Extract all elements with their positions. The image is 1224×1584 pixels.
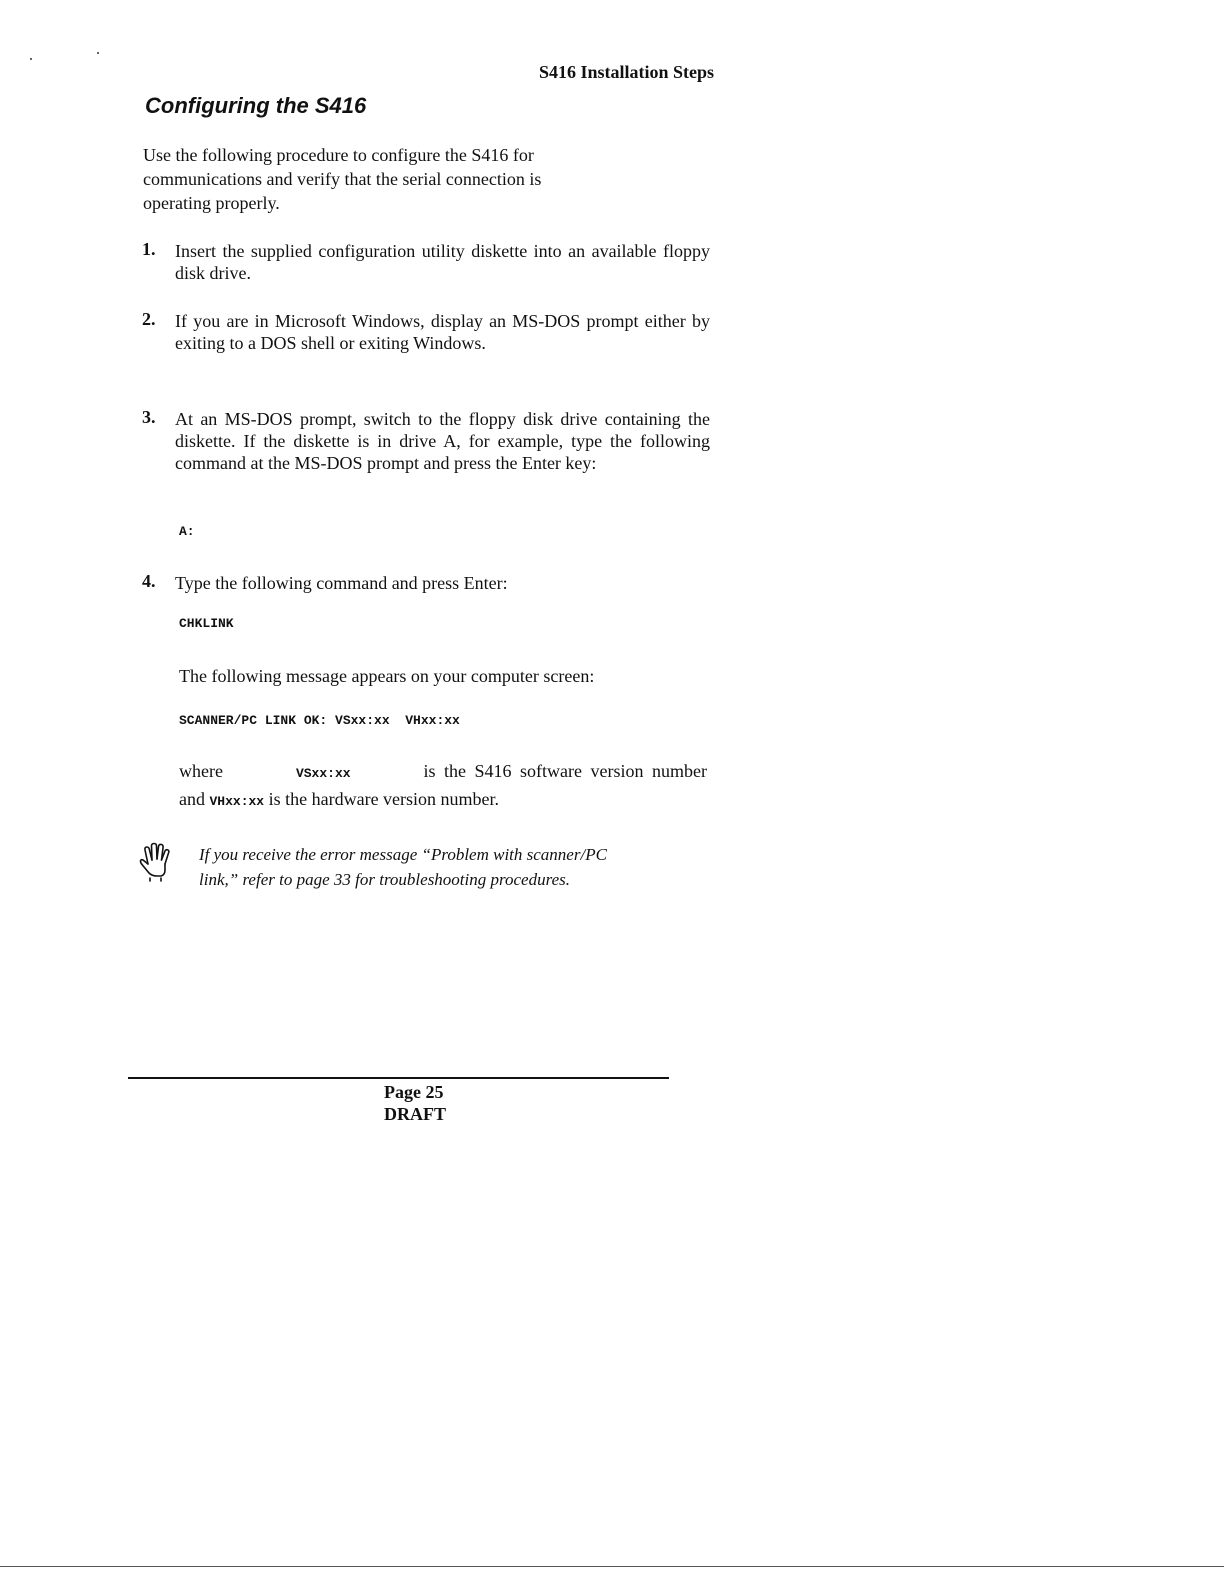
running-header: S416 Installation Steps — [538, 62, 714, 82]
software-version-text: is the S416 software version number — [423, 761, 707, 781]
version-explanation-line — [179, 759, 707, 786]
hardware-version-text: is the hardware version number. — [268, 789, 500, 809]
message-intro: The following message appears on your computer screen: — [179, 666, 595, 686]
note-line: If you receive the error message “Problem with scanner/PC — [199, 845, 607, 864]
command-drive-a: A: — [179, 524, 195, 539]
step-text: Type the following command and press Enter: — [175, 573, 508, 593]
page-number: Page 25 — [384, 1082, 444, 1102]
footer-rule — [128, 1077, 669, 1079]
scan-speck — [97, 52, 99, 54]
note-text — [199, 842, 699, 892]
step-text: At an MS-DOS prompt, switch to the floppy disk drive containing the diskette. If the diskette is in drive A, for example, type the following command at the MS-DOS prompt and press the Enter key: — [175, 409, 710, 473]
section-title: Configuring the S416 — [145, 93, 367, 118]
where-word: where — [179, 761, 223, 781]
and-word: and — [179, 789, 205, 809]
step-text: If you are in Microsoft Windows, display an MS-DOS prompt either by exiting to a DOS shell or exiting Windows. — [175, 311, 710, 353]
step-number: 4. — [142, 571, 156, 591]
step-number: 2. — [142, 309, 156, 329]
note-line: link,” refer to page 33 for troubleshooting procedures. — [199, 870, 570, 889]
hand-icon — [139, 842, 175, 882]
draft-label: DRAFT — [384, 1104, 446, 1124]
scan-edge-line — [0, 1566, 1224, 1567]
intro-line: operating properly. — [143, 193, 280, 213]
step-text: Insert the supplied configuration utility diskette into an available floppy disk drive. — [175, 241, 710, 283]
command-chklink: CHKLINK — [179, 616, 234, 631]
intro-line: Use the following procedure to configure the S416 for — [143, 145, 534, 165]
screen-message: SCANNER/PC LINK OK: VSxx:xx VHxx:xx — [179, 713, 460, 728]
intro-line: communications and verify that the serial connection is — [143, 169, 542, 189]
step-number: 1. — [142, 239, 156, 259]
scan-speck — [30, 58, 32, 60]
intro-paragraph — [143, 143, 643, 215]
hardware-version-code: VHxx:xx — [209, 794, 265, 809]
step-number: 3. — [142, 407, 156, 427]
version-explanation-line — [179, 787, 499, 814]
software-version-code: VSxx:xx — [295, 766, 351, 781]
